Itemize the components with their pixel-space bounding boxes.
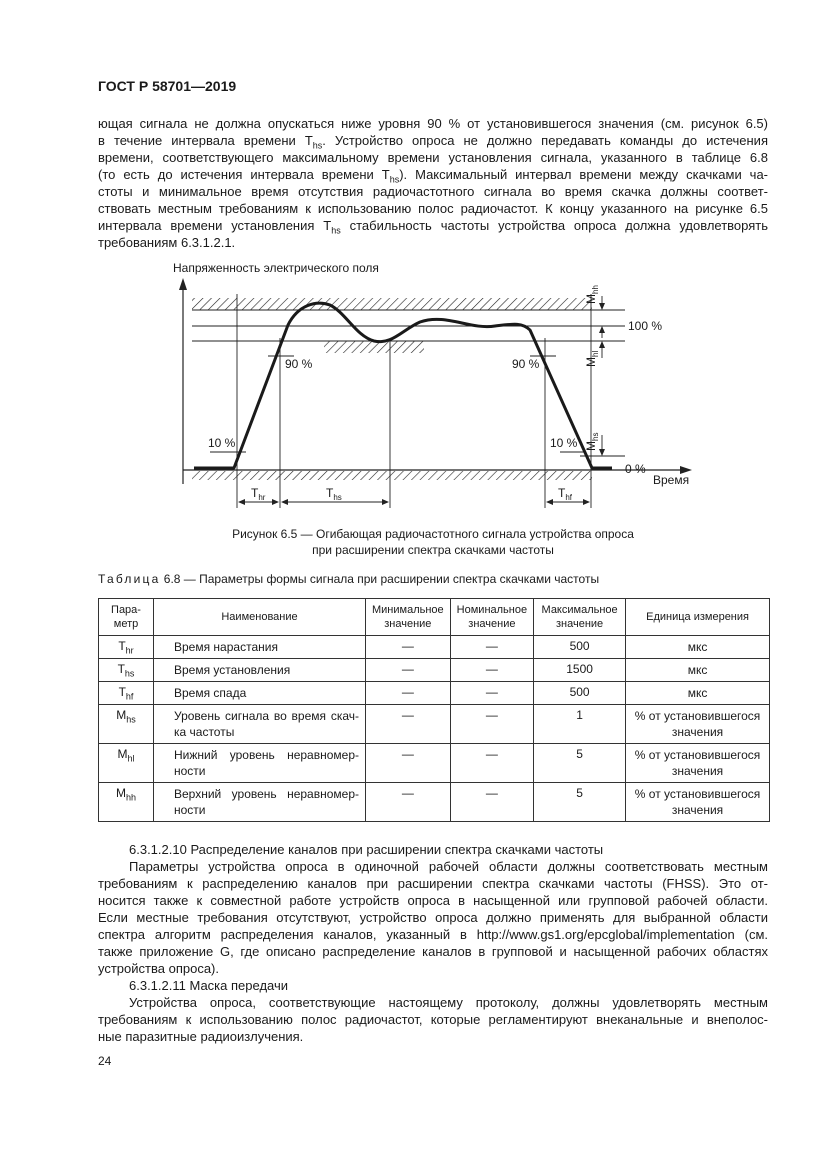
cell-min: —	[366, 636, 451, 659]
cell-name: Нижний уровень неравномер- ности	[154, 744, 366, 783]
cell-param: $T_{hr}$	[99, 636, 154, 659]
cell-name: Уровень сигнала во время скач- ка частоты	[154, 705, 366, 744]
label-0: 0 %	[625, 462, 646, 476]
section-line: устройства опроса).	[98, 961, 219, 976]
section-line: носится также к совместной работе устройств опроса в насыщенной или групповой рабочей области.	[98, 893, 768, 908]
section-line: требованиям к распределению каналов при расширении спектра скачками частоты (FHSS). Это от-	[98, 876, 768, 891]
intro-line: ющая сигнала не должна опускаться ниже уровня 90 % от установившегося значения (см. рисунок 6.5)	[98, 116, 768, 131]
hatch-mid	[324, 341, 424, 353]
section-line: Если местные требования отсутствуют, устройство опроса должно применять для выбранной области	[98, 910, 768, 925]
y-axis-arrow	[179, 278, 187, 290]
intro-line: требованиям 6.3.1.2.1.	[98, 235, 236, 250]
header-max: Максимальное значение	[534, 599, 626, 636]
cell-nom: —	[450, 744, 533, 783]
figure-caption	[98, 526, 768, 558]
cell-min: —	[366, 744, 451, 783]
cell-param: $T_{hf}$	[99, 682, 154, 705]
table-header-row	[99, 599, 770, 636]
cell-unit: % от установившегося значения	[626, 744, 770, 783]
cell-unit: мкс	[626, 636, 770, 659]
section-6-3-1-2-11	[98, 977, 768, 1045]
section-heading: 6.3.1.2.11 Маска передачи	[129, 978, 289, 993]
cell-param: $M_{hh}$	[99, 783, 154, 822]
signal-envelope-figure	[0, 0, 826, 540]
page-number: 24	[98, 1054, 112, 1068]
cell-min: —	[366, 659, 451, 682]
cell-nom: —	[450, 783, 533, 822]
caption-line: Рисунок 6.5 — Огибающая радиочастотного сигнала устройства опроса	[232, 527, 634, 541]
cell-min: —	[366, 705, 451, 744]
cell-max: 1500	[534, 659, 626, 682]
cell-max: 500	[534, 636, 626, 659]
section-6-3-1-2-10	[98, 841, 768, 977]
cell-name: Верхний уровень неравномер- ности	[154, 783, 366, 822]
label-10-left: 10 %	[208, 436, 236, 450]
header-nom: Номинальное значение	[450, 599, 533, 636]
table-title: Таблица 6.8 — Параметры формы сигнала при расширении спектра скачками частоты	[98, 572, 600, 586]
cell-nom: —	[450, 636, 533, 659]
caption-line: при расширении спектра скачками частоты	[312, 543, 554, 557]
hatch-top	[192, 298, 592, 310]
cell-max: 1	[534, 705, 626, 744]
section-line: также приложение G, где описано распределение каналов в групповой и насыщенной рабочих областях	[98, 944, 768, 959]
intro-line: интервала времени установления $T_{hs}$ стабильность частоты устройства опроса должна удовлетворять	[98, 218, 768, 236]
cell-max: 5	[534, 783, 626, 822]
cell-nom: —	[450, 682, 533, 705]
header-param: Пара- метр	[99, 599, 154, 636]
label-10-right: 10 %	[550, 436, 578, 450]
header-name: Наименование	[154, 599, 366, 636]
cell-nom: —	[450, 705, 533, 744]
cell-unit: % от установившегося значения	[626, 783, 770, 822]
label-100: 100 %	[628, 319, 663, 333]
table-row	[99, 636, 770, 659]
table-row	[99, 783, 770, 822]
cell-unit: мкс	[626, 682, 770, 705]
cell-max: 5	[534, 744, 626, 783]
cell-min: —	[366, 682, 451, 705]
label-90-left: 90 %	[285, 357, 313, 371]
m-hs-label: $M_{hs}$	[584, 432, 600, 451]
hatch-bottom	[192, 471, 592, 480]
table-row	[99, 744, 770, 783]
cell-unit: мкс	[626, 659, 770, 682]
label-90-right: 90 %	[512, 357, 540, 371]
parameters-table	[98, 598, 770, 822]
cell-name: Время установления	[154, 659, 366, 682]
cell-nom: —	[450, 659, 533, 682]
table-row	[99, 705, 770, 744]
intro-line: в течение интервала времени $T_{hs}$. Устройство опроса не должно передавать команды до истечения	[98, 133, 768, 151]
t-hf-label: $T_{hf}$	[558, 486, 573, 502]
cell-max: 500	[534, 682, 626, 705]
cell-name: Время спада	[154, 682, 366, 705]
t-hs-label: $T_{hs}$	[326, 486, 342, 502]
table-row	[99, 682, 770, 705]
document-header: ГОСТ Р 58701—2019	[98, 78, 237, 94]
cell-unit: % от установившегося значения	[626, 705, 770, 744]
intro-line: (то есть до истечения интервала времени $T_{hs}$). Максимальный интервал времени между скачками ча-	[98, 167, 768, 185]
section-line: Устройства опроса, соответствующие настоящему протоколу, должны удовлетворять местным	[129, 995, 768, 1010]
y-axis-label: Напряженность электрического поля	[173, 261, 379, 275]
section-line: требованиям к использованию полос радиочастот, которые регламентируют внеканальные и внеполос-	[98, 1012, 768, 1027]
t-hr-label: $T_{hr}$	[251, 486, 266, 502]
section-line: спектра алгоритм распределения каналов, указанный в http://www.gs1.org/epcglobal/implementation (см.	[98, 927, 768, 942]
cell-min: —	[366, 783, 451, 822]
section-line: Параметры устройства опроса в одиночной рабочей области должны соответствовать местным	[129, 859, 768, 874]
cell-param: $M_{hs}$	[99, 705, 154, 744]
cell-param: $T_{hs}$	[99, 659, 154, 682]
header-min: Минимальное значение	[366, 599, 451, 636]
m-hh-label: $M_{hh}$	[584, 285, 600, 304]
cell-param: $M_{hl}$	[99, 744, 154, 783]
intro-line: ствовать местным требованиям к использованию полос радиочастот. К концу указанного на рисунке 6.5	[98, 201, 768, 216]
table-row	[99, 659, 770, 682]
header-unit: Единица измерения	[626, 599, 770, 636]
cell-name: Время нарастания	[154, 636, 366, 659]
intro-line: времени, соответствующего максимальному времени установления сигнала, указанного в таблице 6.8	[98, 150, 768, 165]
x-axis-label: Время	[653, 473, 690, 487]
intro-line: стоты и минимальное время отсутствия радиочастотного сигнала во время скачка должны соответ-	[98, 184, 768, 199]
section-line: ные паразитные радиоизлучения.	[98, 1029, 304, 1044]
m-hl-label: $M_{hl}$	[584, 350, 600, 367]
section-heading: 6.3.1.2.10 Распределение каналов при расширении спектра скачками частоты	[129, 842, 604, 857]
